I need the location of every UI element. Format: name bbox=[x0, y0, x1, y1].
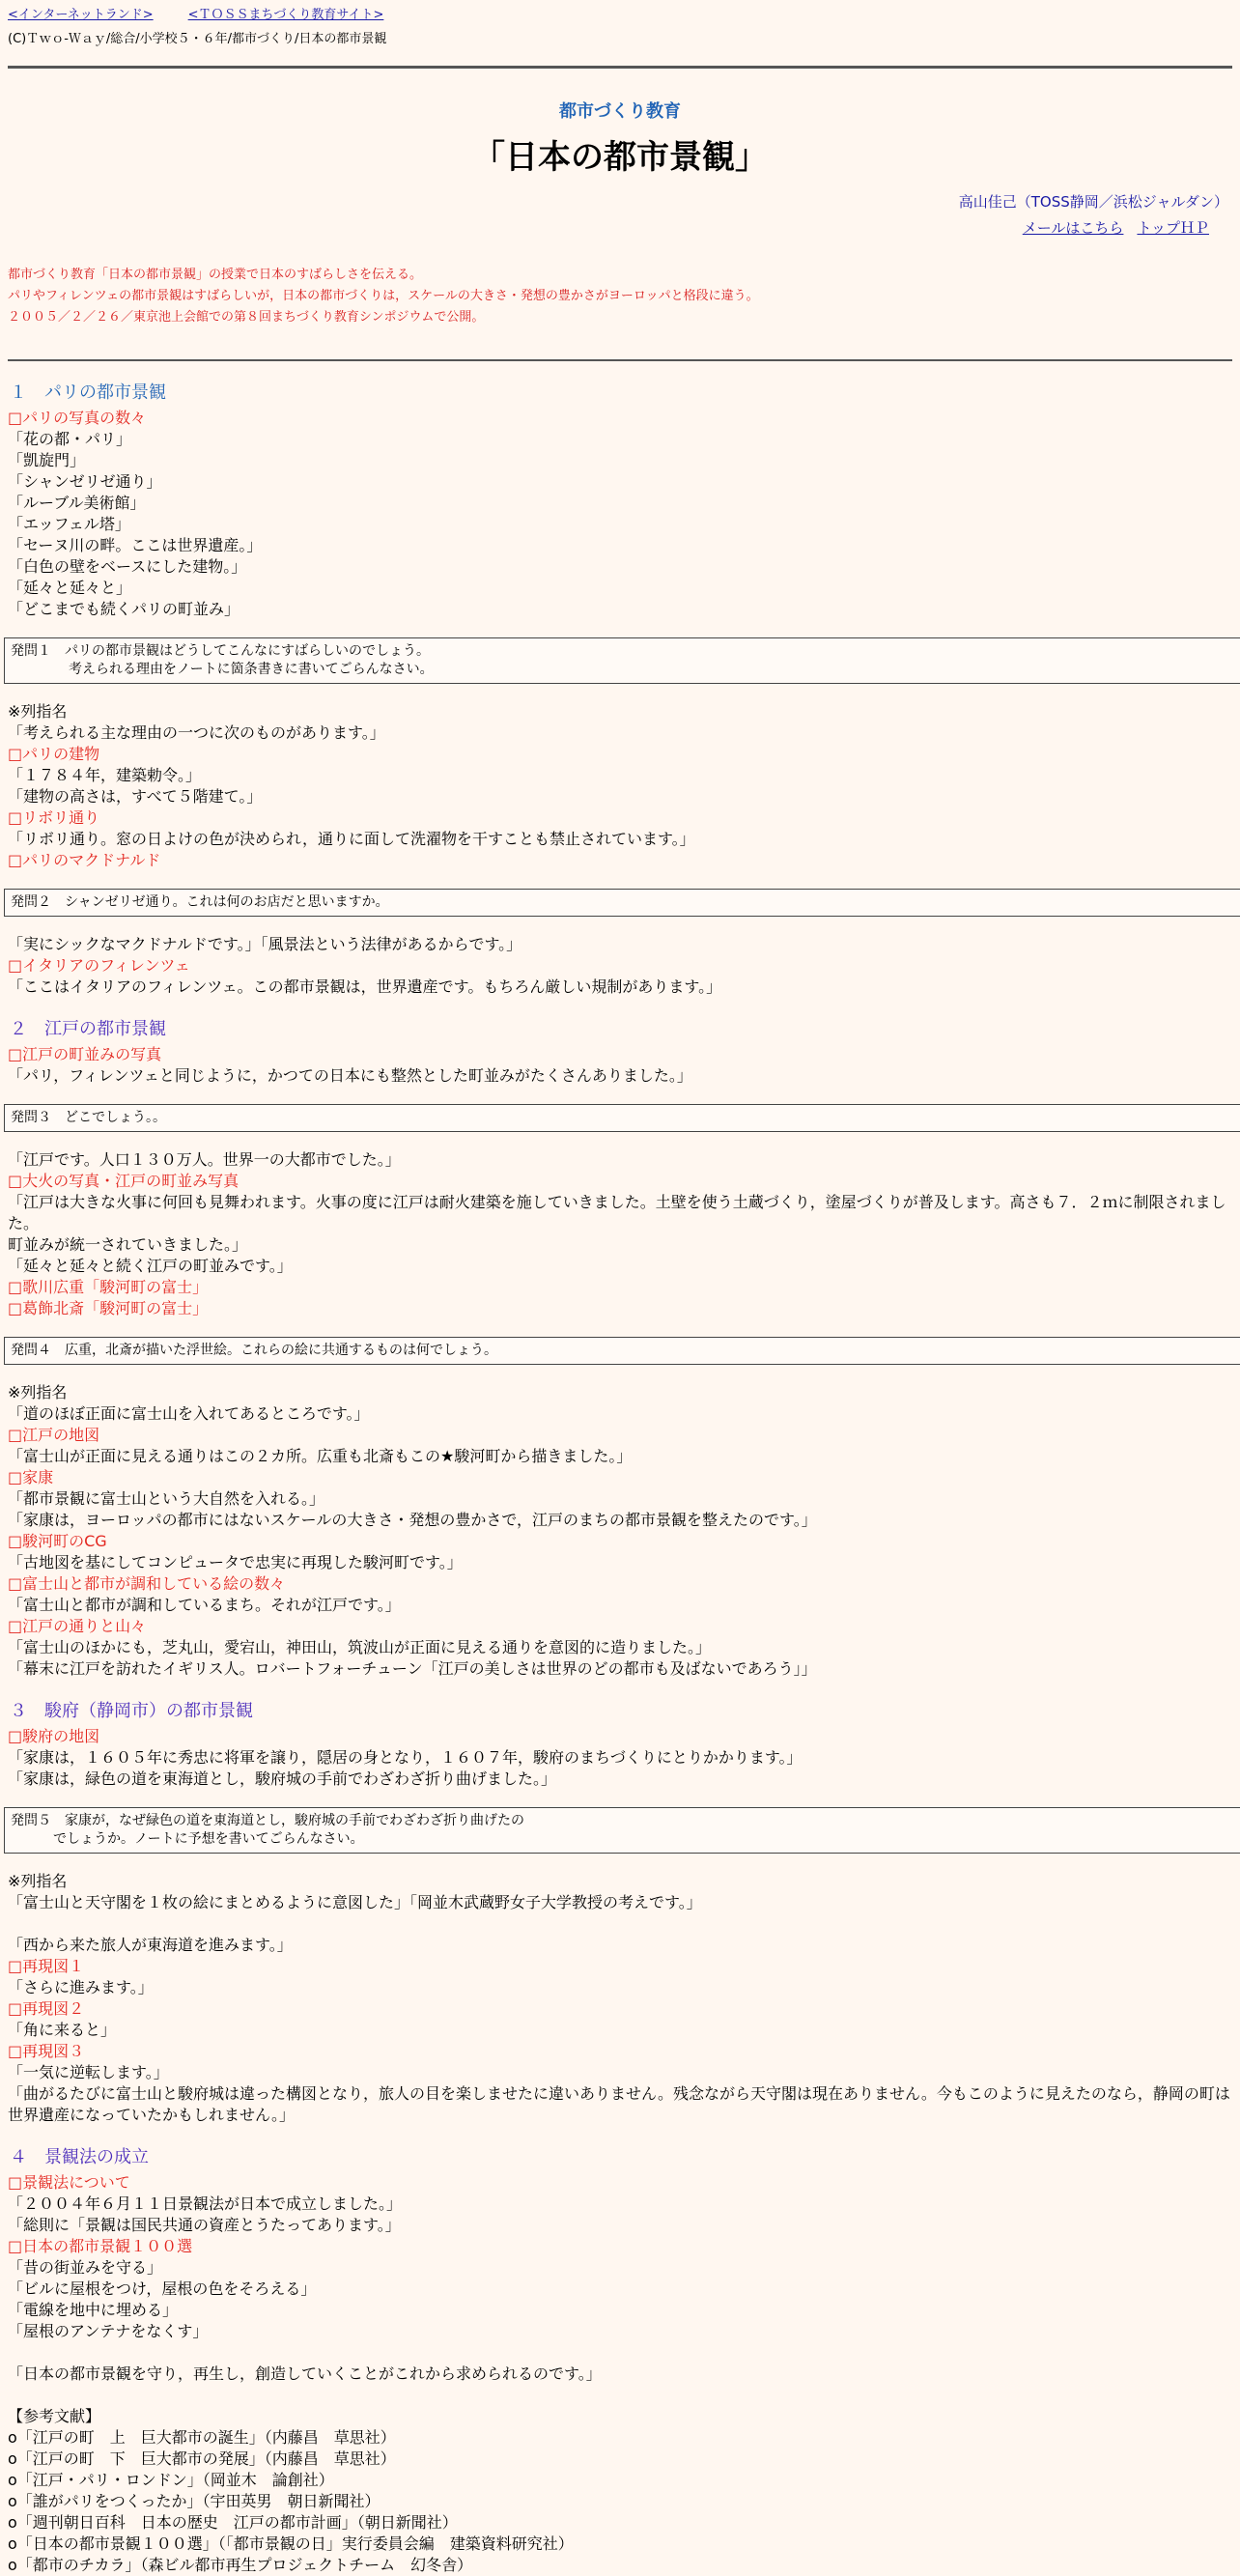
slide-heading: □ 景観法について bbox=[8, 2172, 1232, 2194]
question-box bbox=[4, 637, 1240, 684]
text-line: 「家康は，緑色の道を東海道とし，駿府城の手前でわざわざ折り曲げました。」 bbox=[8, 1769, 557, 1788]
note: ※列指名 bbox=[8, 702, 68, 721]
slide-heading: □ パリの建物 bbox=[8, 744, 1232, 765]
question-box bbox=[4, 889, 1240, 917]
slide-heading: □ 再現図３ bbox=[8, 2041, 1232, 2062]
slide-heading: □ イタリアのフィレンツェ bbox=[8, 955, 1232, 977]
text-line: 「総則に「景観は国民共通の資産とうたってあります。」 bbox=[8, 2216, 401, 2234]
spacer bbox=[8, 2342, 1232, 2364]
reference-item: o「江戸の町 下 巨大都市の発展」（内藤昌 草思社） bbox=[8, 2449, 396, 2468]
text-line: 「西から来た旅人が東海道を進みます。」 bbox=[8, 1936, 293, 1954]
mail-link[interactable]: メールはこちら bbox=[1022, 219, 1124, 237]
note: ※列指名 bbox=[8, 1872, 68, 1890]
slide-heading: □ パリの写真の数々 bbox=[8, 408, 1232, 429]
slide-heading: □ パリのマクドナルド bbox=[8, 850, 1232, 871]
slide-heading: □ 富士山と都市が調和している絵の数々 bbox=[8, 1573, 1232, 1595]
section-landscape-law bbox=[8, 2143, 1232, 2576]
intro-line: 都市づくり教育「日本の都市景観」の授業で日本のすばらしさを伝える。 bbox=[8, 268, 423, 282]
divider bbox=[8, 66, 1232, 69]
slide-heading: □ 江戸の町並みの写真 bbox=[8, 1044, 1232, 1065]
slide-heading: □ 再現図２ bbox=[8, 1998, 1232, 2020]
text-line: 「江戸は大きな火事に何回も見舞われます。火事の度に江戸は耐火建築を施していきました。土壁を使う土蔵づくり，塗屋づくりが普及します。高さも７．２ｍに制限されました。 bbox=[8, 1193, 1226, 1232]
question-text: 発問５ 家康が，なぜ緑色の道を東海道とし，駿府城の手前でわざわざ折り曲げたの bbox=[11, 1813, 524, 1828]
top-nav bbox=[8, 0, 1232, 22]
top-hp-link[interactable]: トップＨＰ bbox=[1137, 219, 1209, 237]
text-line: 「古地図を基にしてコンピュータで忠実に再現した駿河町です。」 bbox=[8, 1553, 463, 1571]
section-paris bbox=[8, 379, 1232, 998]
text-line: 「家康は，１６０５年に秀忠に将軍を譲り，隠居の身となり，１６０７年，駿府のまちづくりにとりかかります。」 bbox=[8, 1748, 803, 1767]
text-line: 「エッフェル塔」 bbox=[8, 515, 130, 533]
text-line: 「さらに進みます。」 bbox=[8, 1978, 154, 1996]
text-line: 「延々と延々と」 bbox=[8, 579, 132, 597]
text-line: 「角に来ると」 bbox=[8, 2021, 117, 2039]
author: 高山佳己（TOSS静岡／浜松ジャルダン） bbox=[958, 193, 1228, 211]
section-sunpu bbox=[8, 1697, 1232, 2126]
breadcrumb: (C)Ｔｗｏ-Ｗａｙ/総合/小学校５・６年/都市づくり/日本の都市景観 bbox=[8, 32, 387, 46]
slide-heading: □ 大火の写真・江戸の町並み写真 bbox=[8, 1171, 1232, 1192]
page-kicker: 都市づくり教育 bbox=[559, 101, 681, 122]
text-line: 「建物の高さは，すべて５階建て。」 bbox=[8, 787, 263, 806]
text-line: 「一気に逆転します。」 bbox=[8, 2063, 169, 2081]
text-line: 「シャンゼリゼ通り」 bbox=[8, 472, 162, 491]
intro-line: パリやフィレンツェの都市景観はすばらしいが，日本の都市づくりは，スケールの大きさ・発想の豊かさがヨーロッパと格段に違う。 bbox=[8, 289, 759, 303]
question-text: 発問２ シャンゼリゼ通り。これは何のお店だと思いますか。 bbox=[11, 894, 389, 910]
section-edo bbox=[8, 1015, 1232, 1680]
note: ※列指名 bbox=[8, 1383, 68, 1401]
text-line: 「考えられる主な理由の一つに次のものがあります。」 bbox=[8, 723, 385, 742]
slide-heading: □ リボリ通り bbox=[8, 807, 1232, 829]
text-line: 「ここはイタリアのフィレンツェ。この都市景観は，世界遺産です。もちろん厳しい規制があります。」 bbox=[8, 977, 722, 996]
text-line: 「富士山と都市が調和しているまち。それが江戸です。」 bbox=[8, 1596, 401, 1614]
reference-item: o「週刊朝日百科 日本の歴史 江戸の都市計画」（朝日新聞社） bbox=[8, 2513, 458, 2532]
slide-heading: □ 江戸の通りと山々 bbox=[8, 1616, 1232, 1637]
intro bbox=[8, 265, 1232, 328]
text-line: 「リボリ通り。窓の日よけの色が決められ，通りに面して洗濯物を干すことも禁止されています。」 bbox=[8, 830, 695, 848]
text-line: 「１７８４年，建築勅令。」 bbox=[8, 766, 202, 784]
question-text: 考えられる理由をノートに箇条書きに書いてごらんなさい。 bbox=[69, 662, 434, 677]
reference-item: o「江戸・パリ・ロンドン」（岡並木 論創社） bbox=[8, 2471, 334, 2489]
intro-line: ２００５／２／２６／東京池上会館での第８回まちづくり教育シンポジウムで公開。 bbox=[8, 310, 485, 325]
section-title: ２ 江戸の都市景観 bbox=[10, 1019, 166, 1039]
text-line: 「家康は，ヨーロッパの都市にはないスケールの大きさ・発想の豊かさで，江戸のまちの都市景観を整えたのです。」 bbox=[8, 1511, 817, 1529]
text-line: 「電線を地中に埋める」 bbox=[8, 2301, 179, 2319]
question-text: 発問１ パリの都市景観はどうしてこんなにすばらしいのでしょう。 bbox=[11, 643, 430, 659]
slide-heading: □ 駿河町のCG bbox=[8, 1531, 1232, 1552]
text-line: 「幕末に江戸を訪れたイギリス人。ロバートフォーチューン「江戸の美しさは世界のどの都市も及ばないであろう」」 bbox=[8, 1659, 817, 1678]
toss-machizukuri-link[interactable]: <ＴＯＳＳまちづくり教育サイト> bbox=[187, 8, 384, 22]
text-line: 「江戸です。人口１３０万人。世界一の大都市でした。」 bbox=[8, 1150, 401, 1169]
slide-heading: □ 葛飾北斎「駿河町の富士」 bbox=[8, 1298, 1232, 1319]
text-line: 町並みが統一されていきました。」 bbox=[8, 1235, 248, 1254]
slide-heading: □ 家康 bbox=[8, 1467, 1232, 1488]
text-line: 「道のほぼ正面に富士山を入れてあるところです。」 bbox=[8, 1404, 370, 1423]
question-box bbox=[4, 1807, 1240, 1854]
text-line: 「屋根のアンテナをなくす」 bbox=[8, 2322, 209, 2340]
author-links bbox=[8, 217, 1232, 238]
text-line: 「パリ，フィレンツェと同じように，かつての日本にも整然とした町並みがたくさんありました。」 bbox=[8, 1066, 692, 1085]
text-line: 「実にシックなマクドナルドです。」「風景法という法律があるからです。」 bbox=[8, 935, 522, 953]
section-title: １ パリの都市景観 bbox=[10, 382, 166, 403]
text-line: 「延々と延々と続く江戸の町並みです。」 bbox=[8, 1257, 293, 1275]
text-line: 「花の都・パリ」 bbox=[8, 430, 132, 448]
text-line: 「ビルに屋根をつけ，屋根の色をそろえる」 bbox=[8, 2279, 317, 2298]
reference-item: o「都市のチカラ」（森ビル都市再生プロジェクトチーム 幻冬舎） bbox=[8, 2556, 473, 2574]
reference-item: o「日本の都市景観１００選」（「都市景観の日」実行委員会編 建築資料研究社） bbox=[8, 2534, 574, 2553]
question-text: 発問３ どこでしょう。。 bbox=[11, 1110, 166, 1125]
section-title: ３ 駿府（静岡市）の都市景観 bbox=[10, 1701, 253, 1721]
references-title: 【参考文献】 bbox=[8, 2407, 101, 2425]
slide-heading: □ 日本の都市景観１００選 bbox=[8, 2236, 1232, 2257]
slide-heading: □ 江戸の地図 bbox=[8, 1425, 1232, 1446]
question-box bbox=[4, 1337, 1240, 1365]
text-line: 「白色の壁をベースにした建物。」 bbox=[8, 557, 247, 576]
question-text: 発問４ 広重，北斎が描いた浮世絵。これらの絵に共通するものは何でしょう。 bbox=[11, 1343, 497, 1358]
page-title: 「日本の都市景観」 bbox=[472, 138, 768, 177]
section-title: ４ 景観法の成立 bbox=[10, 2147, 149, 2167]
text-line: 「富士山のほかにも，芝丸山，愛宕山，神田山，筑波山が正面に見える通りを意図的に造りました。」 bbox=[8, 1638, 712, 1656]
text-line: 「ルーブル美術館」 bbox=[8, 494, 146, 512]
text-line: 「富士山が正面に見える通りはこの２カ所。広重も北斎もこの★駿河町から描きました。」 bbox=[8, 1447, 633, 1465]
question-text: でしょうか。ノートに予想を書いてごらんなさい。 bbox=[53, 1831, 364, 1847]
spacer bbox=[8, 1913, 1232, 1935]
text-line: 「凱旋門」 bbox=[8, 451, 86, 469]
text-line: 「２００４年６月１１日景観法が日本で成立しました。」 bbox=[8, 2194, 403, 2213]
text-line: 「都市景観に富士山という大自然を入れる。」 bbox=[8, 1489, 325, 1508]
slide-heading: □ 再現図１ bbox=[8, 1956, 1232, 1977]
slide-heading: □ 歌川広重「駿河町の富士」 bbox=[8, 1277, 1232, 1298]
internet-land-link[interactable]: <インターネットランド> bbox=[8, 8, 154, 22]
text-line: 「どこまでも続くパリの町並み」 bbox=[8, 600, 240, 618]
text-line: 「昔の街並みを守る」 bbox=[8, 2258, 163, 2277]
slide-heading: □ 駿府の地図 bbox=[8, 1726, 1232, 1747]
question-box bbox=[4, 1104, 1240, 1132]
text-line: 世界遺産になっていたかもしれません。」 bbox=[8, 2106, 295, 2124]
reference-item: o「誰がパリをつくったか」（宇田英男 朝日新聞社） bbox=[8, 2492, 380, 2510]
text-line: 「曲がるたびに富士山と駿府城は違った構図となり，旅人の目を楽しませたに違いありません。残念ながら天守閣は現在ありません。今もこのように見えたのなら，静岡の町は bbox=[8, 2084, 1230, 2103]
spacer bbox=[8, 2385, 1232, 2406]
text-line: 「セーヌ川の畔。ここは世界遺産。」 bbox=[8, 536, 263, 554]
text-line: 「日本の都市景観を守り，再生し，創造していくことがこれから求められるのです。」 bbox=[8, 2364, 602, 2383]
divider bbox=[8, 359, 1232, 361]
text-line: 「富士山と天守閣を１枚の絵にまとめるように意図した」「岡並木武蔵野女子大学教授の考えです。」 bbox=[8, 1893, 702, 1911]
reference-item: o「江戸の町 上 巨大都市の誕生」（内藤昌 草思社） bbox=[8, 2428, 396, 2447]
